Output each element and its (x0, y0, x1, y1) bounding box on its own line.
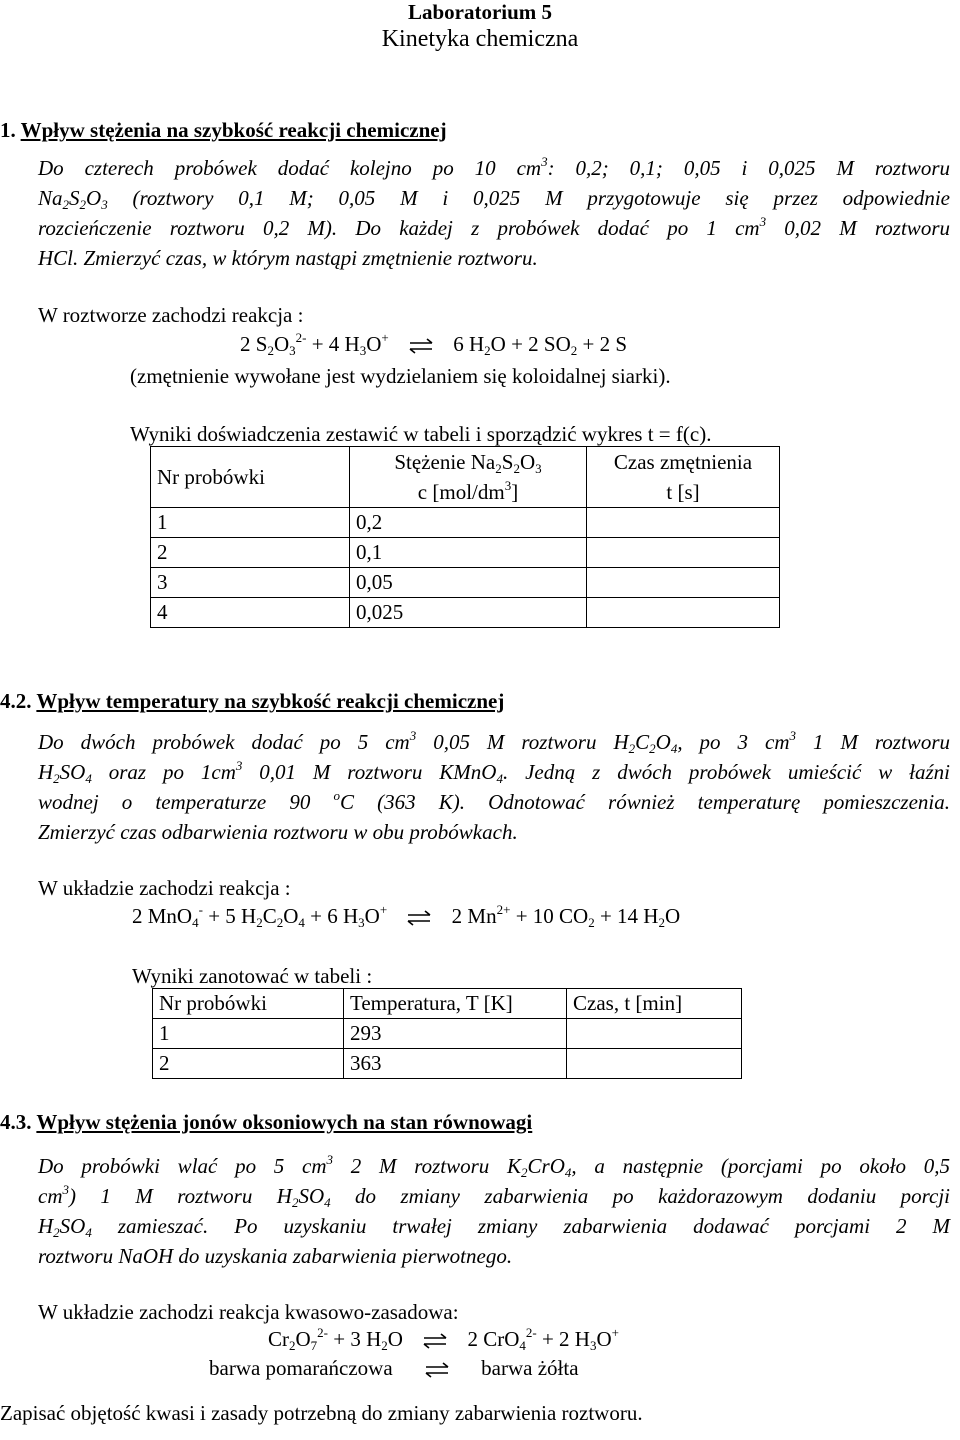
section-1-heading (0, 118, 447, 143)
table-header-time: Czas, t [min] (567, 989, 742, 1019)
table-header-nr: Nr probówki (151, 447, 350, 508)
section-1-title: Wpływ stężenia na szybkość reakcji chemicznej (20, 118, 447, 142)
equilibrium-arrow-icon (424, 1362, 450, 1378)
section-3-title: Wpływ stężenia jonów oksoniowych na stan równowagi (36, 1110, 533, 1134)
table-row: 3 0,05 (151, 568, 780, 598)
table-header-temperature: Temperatura, T [K] (344, 989, 567, 1019)
section-1-note: (zmętnienie wywołane jest wydzielaniem się koloidalnej siarki). (130, 364, 671, 388)
section-2-title: Wpływ temperatury na szybkość reakcji chemicznej (36, 689, 505, 713)
color-label-orange: barwa pomarańczowa (209, 1356, 393, 1380)
section-1-number: 1. (0, 118, 16, 142)
section-2-reaction-intro: W układzie zachodzi reakcja : (38, 876, 291, 900)
table-row: 1 0,2 (151, 508, 780, 538)
section-1-equation: 2 $S_2O_3^{2-} + 4$ $H_3O^+$ 6 $H_2O + 2$ $SO_2 + 2$ S (240, 330, 628, 358)
section-3-reaction-intro: W układzie zachodzi reakcja kwasowo-zasadowa: (38, 1300, 459, 1324)
section-2-table (152, 988, 742, 1079)
table-row: 4 0,025 (151, 598, 780, 628)
section-3-equation: $Cr_2O_7^{2-} + 3$ $H_2O$ 2 CrO$_4^{2-}$ + 2 $H_3O^+$ (268, 1325, 619, 1353)
table-row: 2 0,1 (151, 538, 780, 568)
color-label-yellow: barwa żółta (481, 1356, 579, 1380)
section-1-paragraph: Do czterech probówek dodać kolejno po 10 $cm^3$: 0,2; 0,1; 0,05 i 0,025 M roztworu $Na_2S_2O_3$ (roztwory 0,1 M; 0,05 M i 0,025 M przygotowuje się przez odpowiednie rozcieńczenie roztworu 0,2 M). Do każdej z probówek dodać po 1 $cm^3$ 0,02 M roztworu HCl. Zmierzyć czas, w którym nastąpi zmętnienie roztworu. (38, 154, 950, 270)
section-1-reaction-intro: W roztworze zachodzi reakcja : (38, 303, 304, 327)
section-1-table (150, 446, 780, 628)
table-header-nr: Nr probówki (153, 989, 344, 1019)
equilibrium-arrow-icon (422, 1333, 448, 1349)
page-title: Kinetyka chemiczna (381, 26, 579, 52)
equilibrium-arrow-icon (408, 338, 434, 354)
section-2-heading (0, 689, 504, 714)
section-2-paragraph: Do dwóch probówek dodać po 5 $cm^3$ 0,05 M roztworu $H_2C_2O_4$, po 3 $cm^3$ 1 M roztworu $H_2SO_4$ oraz po $1cm^3$ 0,01 M roztworu KMnO$_4$. Jedną z dwóch probówek umieścić w łaźni wodnej o temperaturze 90 $^o$C (363 K). Odnotować również temperaturę pomieszczenia. Zmierzyć czas odbarwienia roztworu w obu probówkach. (38, 728, 950, 844)
section-2-equation: 2 MnO$_4$- + 5 $H_2C_2O_4 + 6$ $H_3O^+$ 2 $Mn^{2+} + 10$ $CO_2 + 14$ $H_2O$ (132, 902, 681, 930)
section-3-paragraph: Do probówki wlać po 5 $cm^3$ 2 M roztworu $K_2CrO_4$, a następnie (porcjami po około 0,5 $cm^3$) 1 M roztworu $H_2SO_4$ do zmiany zabarwienia po każdorazowym dodaniu porcji $H_2SO_4$ zamieszać. Po uzyskaniu trwałej zmiany zabarwienia dodawać porcjami 2 M roztworu NaOH do uzyskania zabarwienia pierwotnego. (38, 1152, 951, 1268)
table-header-concentration: Stężenie $Na_2S_2O_3$ c $[mol/dm^3]$ (350, 447, 587, 508)
table-row: 2 363 (153, 1049, 742, 1079)
section-3-final-instruction: Zapisać objętość kwasi i zasady potrzebną do zmiany zabarwienia roztworu. (0, 1401, 643, 1425)
section-3-color-change (209, 1356, 579, 1381)
section-2-instructions: Wyniki zanotować w tabeli : (132, 964, 373, 988)
table-header-time: Czas zmętnienia t [s] (587, 447, 780, 508)
lab-label: Laboratorium 5 (407, 0, 553, 24)
section-1-instructions: Wyniki doświadczenia zestawić w tabeli i sporządzić wykres t = f(c). (130, 422, 712, 446)
table-row: 1 293 (153, 1019, 742, 1049)
section-3-heading (0, 1110, 532, 1135)
section-3-number: 4.3. (0, 1110, 32, 1134)
equilibrium-arrow-icon (406, 910, 432, 926)
section-2-number: 4.2. (0, 689, 32, 713)
